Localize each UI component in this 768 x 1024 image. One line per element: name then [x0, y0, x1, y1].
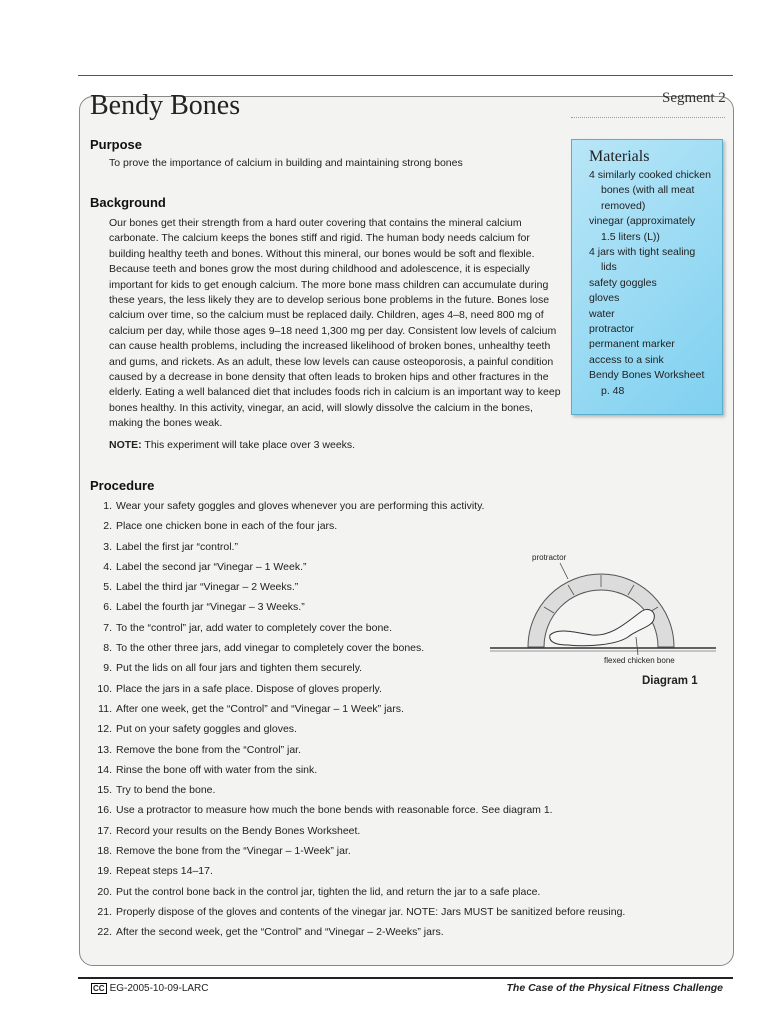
footer-rule [78, 977, 733, 979]
procedure-step [90, 722, 625, 742]
step-text: Put the lids on all four jars and tighten them securely. [116, 662, 363, 675]
materials-item: access to a sink [589, 353, 664, 366]
step-text: Put on your safety goggles and gloves. [116, 723, 297, 736]
step-text: Use a protractor to measure how much the bone bends with reasonable force. See diagram 1. [116, 804, 553, 817]
note-label: NOTE: [109, 439, 142, 451]
top-rule [78, 75, 733, 76]
materials-item: water [589, 307, 615, 320]
step-text: Label the fourth jar “Vinegar – 3 Weeks.” [116, 601, 305, 614]
step-text: After one week, get the “Control” and “Vinegar – 1 Week” jars. [116, 702, 404, 715]
step-number: 15. [97, 784, 112, 797]
step-text: Repeat steps 14–17. [116, 865, 213, 878]
procedure-step [90, 743, 625, 763]
materials-item: vinegar (approximately 1.5 liters (L)) [589, 215, 696, 243]
segment-label: Segment 2 [662, 90, 726, 106]
background-text: Our bones get their strength from a hard outer covering that contains the mineral calcium carbonate. The calcium keeps the bones stiff and rigid. The human body needs calcium for building healthy teeth and bones. Without this mineral, our bones would be soft and flexible. Because teeth and bones grow the most during childhood and adolescence, it is especially important for kids to get enough calcium. The more bone mass children can accumulate during these years, the less likely they are to develop serious bone problems in the future. Bones lose calcium over time, so the calcium must be replaced daily. Children, ages 4–8, need 800 mg of calcium per day, while those ages 9–18 need 1,300 mg per day. Consistent low levels of calcium can cause health problems, including the increased likelihood of broken bones, unhealthy teeth and gums, and rickets. As an adult, these low levels can cause osteoporosis, a painful condition caused by a decrease in bone density that often leads to broken hips and other fractures in the elderly. Eating a well balanced diet that includes foods rich in calcium is an important way to keep bones healthy. In this activity, vinegar, an acid, will slowly dissolve the calcium in the bones, making the bones weak. [109, 217, 561, 430]
note [109, 439, 355, 451]
step-text: To the other three jars, add vinegar to completely cover the bones. [116, 642, 425, 655]
step-number: 9. [103, 662, 112, 675]
procedure-step [90, 763, 625, 783]
procedure-step [90, 519, 625, 539]
procedure-step [90, 682, 625, 702]
materials-item: safety goggles [589, 276, 657, 289]
step-number: 14. [97, 763, 112, 776]
procedure-step [90, 905, 625, 925]
step-number: 19. [97, 865, 112, 878]
step-number: 17. [97, 824, 112, 837]
materials-box [571, 139, 723, 415]
procedure-step [90, 702, 625, 722]
procedure-step [90, 844, 625, 864]
step-number: 1. [103, 500, 112, 512]
step-number: 10. [97, 682, 112, 695]
step-number: 3. [103, 540, 112, 553]
step-text: Remove the bone from the “Control” jar. [116, 743, 302, 756]
diagram-caption: Diagram 1 [642, 675, 698, 687]
step-number: 7. [103, 621, 112, 634]
materials-item: 4 jars with tight sealing lids [589, 246, 696, 274]
procedure-step [90, 885, 625, 905]
materials-list [589, 168, 712, 399]
protractor-leader [560, 563, 568, 579]
step-text: To the “control” jar, add water to completely cover the bone. [116, 621, 393, 634]
footer-code-text: EG-2005-10-09-LARC [109, 983, 209, 994]
materials-heading: Materials [589, 148, 650, 165]
bone-label: flexed chicken bone [604, 656, 675, 665]
creative-commons-icon: CC [93, 984, 105, 993]
note-text: This experiment will take place over 3 weeks. [141, 439, 356, 451]
protractor-diagram [488, 549, 718, 669]
step-text: Label the second jar “Vinegar – 1 Week.” [116, 560, 307, 573]
bone-leader [636, 637, 638, 655]
step-number: 8. [103, 642, 112, 655]
page-title: Bendy Bones [90, 90, 241, 121]
step-number: 12. [97, 723, 112, 736]
step-text: After the second week, get the “Control” and “Vinegar – 2-Weeks” jars. [116, 926, 444, 939]
step-text: Remove the bone from the “Vinegar – 1-Week” jar. [116, 845, 351, 858]
step-text: Label the first jar “control.” [116, 540, 238, 553]
procedure-step [90, 925, 625, 945]
footer-code [91, 983, 209, 994]
procedure-step [90, 499, 625, 519]
purpose-heading: Purpose [90, 137, 143, 152]
materials-item: 4 similarly cooked chicken bones (with all meat removed) [589, 169, 711, 212]
procedure-step [90, 803, 625, 823]
step-text: Label the third jar “Vinegar – 2 Weeks.” [116, 581, 299, 594]
dotted-divider [571, 117, 725, 118]
step-text: Place one chicken bone in each of the four jars. [116, 520, 338, 533]
materials-item: gloves [589, 292, 620, 305]
step-text: Wear your safety goggles and gloves whenever you are performing this activity. [116, 500, 485, 512]
step-number: 11. [98, 702, 112, 715]
step-text: Rinse the bone off with water from the sink. [116, 763, 318, 776]
materials-item: protractor [589, 323, 634, 336]
step-number: 21. [97, 905, 112, 918]
materials-item: permanent marker [589, 338, 675, 351]
background-heading: Background [90, 195, 166, 210]
procedure-step [90, 824, 625, 844]
procedure-step [90, 783, 625, 803]
materials-item: Bendy Bones Worksheet p. 48 [589, 369, 705, 397]
procedure-step [90, 864, 625, 884]
step-number: 16. [97, 804, 112, 817]
step-text: Place the jars in a safe place. Dispose of gloves properly. [116, 682, 382, 695]
step-number: 18. [97, 845, 112, 858]
footer-title: The Case of the Physical Fitness Challenge [506, 982, 723, 994]
step-number: 6. [103, 601, 112, 614]
step-number: 13. [97, 743, 112, 756]
step-text: Properly dispose of the gloves and contents of the vinegar jar. NOTE: Jars MUST be sanitized before reusing. [116, 905, 626, 918]
protractor-label: protractor [532, 553, 567, 562]
purpose-text: To prove the importance of calcium in building and maintaining strong bones [109, 157, 463, 169]
step-text: Record your results on the Bendy Bones Worksheet. [116, 824, 361, 837]
procedure-heading: Procedure [90, 478, 155, 493]
step-number: 2. [103, 520, 112, 533]
chicken-bone-icon [550, 609, 655, 645]
step-number: 5. [103, 581, 112, 594]
step-number: 22. [97, 926, 112, 939]
step-number: 20. [97, 885, 112, 898]
step-text: Put the control bone back in the control jar, tighten the lid, and return the jar to a safe place. [116, 885, 541, 898]
step-number: 4. [103, 560, 112, 573]
step-text: Try to bend the bone. [116, 784, 216, 797]
